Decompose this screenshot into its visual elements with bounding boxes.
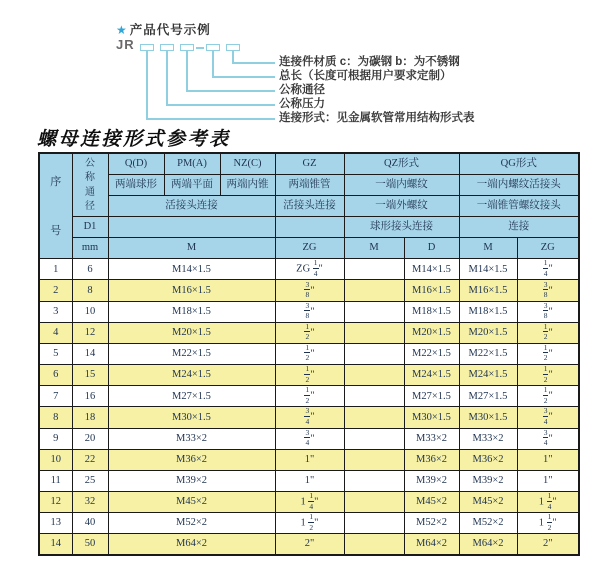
cell-bore: 22: [72, 449, 108, 470]
cell-qz-m: [344, 513, 404, 534]
cell-bore: 10: [72, 301, 108, 322]
header-d1: D1: [72, 216, 108, 237]
fraction: $\frac{1}{2}$: [547, 512, 552, 532]
cell-seq: 3: [39, 301, 72, 322]
cell-qz-m: [344, 407, 404, 428]
cell-qz-d: M39×2: [404, 470, 459, 491]
cell-qg-zg: $\frac{1}{2}$ ": [517, 343, 579, 364]
table-row: [39, 259, 579, 280]
callout-line-4: [212, 51, 214, 77]
fraction: $\frac{1}{2}$: [309, 512, 314, 532]
cell-qz-d: M14×1.5: [404, 259, 459, 280]
cell-gz-zg: $\frac{3}{4}$ ": [275, 407, 344, 428]
fraction: $\frac{1}{4}$: [547, 491, 552, 511]
header-seq: 序 号: [39, 153, 72, 259]
cell-qz-d: M22×1.5: [404, 343, 459, 364]
cell-bore: 15: [72, 365, 108, 386]
fraction: $\frac{3}{8}$: [543, 301, 548, 321]
header-qg-unit2: ZG: [517, 238, 579, 259]
cell-qg-m: M39×2: [459, 470, 517, 491]
cell-m: M14×1.5: [108, 259, 275, 280]
cell-qz-m: [344, 365, 404, 386]
header-qz-code: QZ形式: [344, 153, 459, 174]
cell-gz-zg: 1 $\frac{1}{2}$ ": [275, 513, 344, 534]
cell-qg-zg: $\frac{3}{4}$ ": [517, 407, 579, 428]
table-row: [39, 449, 579, 470]
fraction: $\frac{3}{4}$: [543, 428, 548, 448]
cell-m: M27×1.5: [108, 386, 275, 407]
code-prefix: JR: [116, 37, 135, 52]
cell-bore: 20: [72, 428, 108, 449]
table-row: [39, 534, 579, 555]
cell-qg-m: M14×1.5: [459, 259, 517, 280]
cell-m: M39×2: [108, 470, 275, 491]
cell-bore: 14: [72, 343, 108, 364]
cell-qg-m: M64×2: [459, 534, 517, 555]
table-row: [39, 365, 579, 386]
cell-bore: 32: [72, 492, 108, 513]
header-qg-desc2: 一端锥管螺纹接头: [459, 195, 579, 216]
cell-qg-zg: 1 $\frac{1}{2}$ ": [517, 513, 579, 534]
fraction: $\frac{1}{2}$: [543, 322, 548, 342]
table-body: [39, 259, 579, 555]
fraction: $\frac{1}{2}$: [543, 343, 548, 363]
cell-qg-zg: $\frac{3}{4}$ ": [517, 428, 579, 449]
table-row: [39, 322, 579, 343]
cell-gz-zg: $\frac{3}{4}$ ": [275, 428, 344, 449]
cell-gz-zg: 2": [275, 534, 344, 555]
cell-qg-m: M52×2: [459, 513, 517, 534]
header-gz-empty: [275, 216, 344, 237]
callout-line-4h: [212, 76, 275, 78]
cell-qg-zg: 1 $\frac{1}{4}$ ": [517, 492, 579, 513]
cell-bore: 12: [72, 322, 108, 343]
cell-qg-m: M27×1.5: [459, 386, 517, 407]
cell-m: M52×2: [108, 513, 275, 534]
table-row: [39, 386, 579, 407]
cell-qg-zg: $\frac{1}{2}$ ": [517, 386, 579, 407]
table-row: [39, 407, 579, 428]
cell-bore: 50: [72, 534, 108, 555]
table-row: [39, 428, 579, 449]
fraction: $\frac{3}{4}$: [305, 406, 310, 426]
cell-m: M20×1.5: [108, 322, 275, 343]
header-qz-desc2: 一端外螺纹: [344, 195, 459, 216]
cell-qz-m: [344, 492, 404, 513]
callout-line-3h: [186, 90, 275, 92]
code-dash: [196, 47, 204, 49]
cell-qz-m: [344, 386, 404, 407]
header-pm-desc: 两端平面: [164, 174, 220, 195]
cell-qg-m: M45×2: [459, 492, 517, 513]
cell-qg-m: M22×1.5: [459, 343, 517, 364]
cell-qz-d: M27×1.5: [404, 386, 459, 407]
cell-gz-zg: $\frac{1}{2}$ ": [275, 365, 344, 386]
cell-qz-d: M64×2: [404, 534, 459, 555]
fraction: $\frac{1}{2}$: [543, 364, 548, 384]
table-row: [39, 301, 579, 322]
fraction: $\frac{1}{4}$: [309, 491, 314, 511]
header-gz-desc: 两端锥管: [275, 174, 344, 195]
cell-gz-zg: 1 $\frac{1}{4}$ ": [275, 492, 344, 513]
fraction: $\frac{1}{2}$: [305, 364, 310, 384]
cell-bore: 16: [72, 386, 108, 407]
fraction: $\frac{3}{4}$: [543, 406, 548, 426]
callout-line-1h: [146, 118, 275, 120]
cell-qz-m: [344, 449, 404, 470]
cell-seq: 5: [39, 343, 72, 364]
cell-qg-zg: $\frac{1}{2}$ ": [517, 365, 579, 386]
header-bore: 公 称 通 径: [72, 153, 108, 216]
reference-table: [38, 152, 580, 556]
code-box-5: [226, 44, 240, 51]
header-gz-code: GZ: [275, 153, 344, 174]
cell-gz-zg: ZG $\frac{1}{4}$ ": [275, 259, 344, 280]
diagram-heading-text: 产品代号示例: [129, 23, 211, 37]
cell-bore: 6: [72, 259, 108, 280]
cell-seq: 7: [39, 386, 72, 407]
cell-m: M36×2: [108, 449, 275, 470]
cell-gz-zg: $\frac{1}{2}$ ": [275, 386, 344, 407]
cell-m: M18×1.5: [108, 301, 275, 322]
fraction: $\frac{3}{8}$: [305, 301, 310, 321]
callout-line-1: [146, 51, 148, 119]
callout-label-connection: 连接形式：见金属软管常用结构形式表: [279, 112, 475, 124]
header-qz-unit1: M: [344, 238, 404, 259]
star-icon: ★: [116, 23, 128, 37]
callout-line-5h: [232, 62, 275, 64]
callout-line-2: [166, 51, 168, 105]
table-row: [39, 280, 579, 301]
header-gz-conn: 活接头连接: [275, 195, 344, 216]
cell-qz-d: M45×2: [404, 492, 459, 513]
fraction: $\frac{1}{2}$: [305, 343, 310, 363]
code-box-4: [206, 44, 220, 51]
cell-qg-m: M30×1.5: [459, 407, 517, 428]
cell-qz-d: M16×1.5: [404, 280, 459, 301]
cell-qz-d: M33×2: [404, 428, 459, 449]
cell-seq: 1: [39, 259, 72, 280]
header-unit-mm: mm: [72, 238, 108, 259]
callout-label-bore: 公称通径: [279, 84, 325, 96]
cell-seq: 13: [39, 513, 72, 534]
cell-qg-zg: 1": [517, 449, 579, 470]
header-qg-desc1: 一端内螺纹活接头: [459, 174, 579, 195]
table-title: 螺母连接形式参考表: [37, 129, 231, 150]
cell-qg-m: M24×1.5: [459, 365, 517, 386]
header-pm-code: PM(A): [164, 153, 220, 174]
cell-bore: 18: [72, 407, 108, 428]
cell-qz-d: M20×1.5: [404, 322, 459, 343]
cell-qz-m: [344, 428, 404, 449]
cell-m: M33×2: [108, 428, 275, 449]
cell-qg-zg: $\frac{1}{4}$ ": [517, 259, 579, 280]
cell-qz-d: M30×1.5: [404, 407, 459, 428]
cell-bore: 25: [72, 470, 108, 491]
cell-qz-m: [344, 343, 404, 364]
cell-seq: 12: [39, 492, 72, 513]
table-row: [39, 470, 579, 491]
fraction: $\frac{1}{2}$: [305, 385, 310, 405]
cell-gz-zg: 1": [275, 449, 344, 470]
header-nz-code: NZ(C): [220, 153, 275, 174]
callout-label-pressure: 公称压力: [279, 98, 325, 110]
cell-qg-zg: $\frac{3}{8}$ ": [517, 280, 579, 301]
fraction: $\frac{3}{8}$: [543, 279, 548, 300]
cell-gz-zg: $\frac{1}{2}$ ": [275, 343, 344, 364]
fraction: $\frac{3}{4}$: [305, 428, 310, 448]
fraction: $\frac{1}{4}$: [543, 258, 548, 278]
fraction: $\frac{3}{8}$: [305, 279, 310, 300]
callout-label-length: 总长（长度可根据用户要求定制）: [279, 70, 452, 82]
header-qg-conn: 连接: [459, 216, 579, 237]
header-qz-conn: 球形接头连接: [344, 216, 459, 237]
header-qz-unit2: D: [404, 238, 459, 259]
cell-gz-zg: $\frac{3}{8}$ ": [275, 301, 344, 322]
header-gz-unit: ZG: [275, 238, 344, 259]
header-qpn-unit: M: [108, 238, 275, 259]
code-box-2: [160, 44, 174, 51]
cell-seq: 14: [39, 534, 72, 555]
fraction: $\frac{1}{4}$: [313, 258, 318, 278]
code-box-3: [180, 44, 194, 51]
header-q-code: Q(D): [108, 153, 164, 174]
cell-m: M45×2: [108, 492, 275, 513]
table-row: [39, 513, 579, 534]
cell-qz-m: [344, 259, 404, 280]
table-row: [39, 343, 579, 364]
diagram-heading: [116, 20, 211, 38]
cell-gz-zg: 1": [275, 470, 344, 491]
cell-seq: 10: [39, 449, 72, 470]
cell-m: M30×1.5: [108, 407, 275, 428]
cell-qz-m: [344, 280, 404, 301]
cell-seq: 6: [39, 365, 72, 386]
cell-qz-d: M52×2: [404, 513, 459, 534]
cell-m: M22×1.5: [108, 343, 275, 364]
cell-seq: 9: [39, 428, 72, 449]
header-qpn-conn: 活接头连接: [108, 195, 275, 216]
callout-label-material: 连接件材质 c：为碳钢 b：为不锈钢: [279, 56, 460, 68]
header-nz-desc: 两端内锥: [220, 174, 275, 195]
cell-qz-m: [344, 470, 404, 491]
cell-qz-d: M18×1.5: [404, 301, 459, 322]
callout-line-3: [186, 51, 188, 91]
cell-m: M64×2: [108, 534, 275, 555]
header-qz-desc1: 一端内螺纹: [344, 174, 459, 195]
cell-qg-zg: $\frac{1}{2}$ ": [517, 322, 579, 343]
fraction: $\frac{1}{2}$: [305, 322, 310, 342]
table-row: [39, 492, 579, 513]
cell-qg-m: M36×2: [459, 449, 517, 470]
header-qpn-empty: [108, 216, 275, 237]
cell-seq: 4: [39, 322, 72, 343]
fraction: $\frac{1}{2}$: [543, 385, 548, 405]
header-q-desc: 两端球形: [108, 174, 164, 195]
cell-gz-zg: $\frac{1}{2}$ ": [275, 322, 344, 343]
header-qg-unit1: M: [459, 238, 517, 259]
cell-seq: 2: [39, 280, 72, 301]
cell-qg-zg: $\frac{3}{8}$ ": [517, 301, 579, 322]
header-qg-code: QG形式: [459, 153, 579, 174]
cell-qz-m: [344, 322, 404, 343]
cell-qz-m: [344, 534, 404, 555]
cell-m: M16×1.5: [108, 280, 275, 301]
callout-line-2h: [166, 104, 275, 106]
cell-qg-zg: 2": [517, 534, 579, 555]
cell-seq: 11: [39, 470, 72, 491]
cell-bore: 40: [72, 513, 108, 534]
cell-qg-m: M20×1.5: [459, 322, 517, 343]
cell-qg-m: M33×2: [459, 428, 517, 449]
cell-seq: 8: [39, 407, 72, 428]
cell-qz-d: M36×2: [404, 449, 459, 470]
cell-qg-m: M18×1.5: [459, 301, 517, 322]
cell-qz-m: [344, 301, 404, 322]
cell-qz-d: M24×1.5: [404, 365, 459, 386]
cell-m: M24×1.5: [108, 365, 275, 386]
code-box-1: [140, 44, 154, 51]
cell-bore: 8: [72, 280, 108, 301]
cell-qg-m: M16×1.5: [459, 280, 517, 301]
cell-qg-zg: 1": [517, 470, 579, 491]
cell-gz-zg: $\frac{3}{8}$ ": [275, 280, 344, 301]
